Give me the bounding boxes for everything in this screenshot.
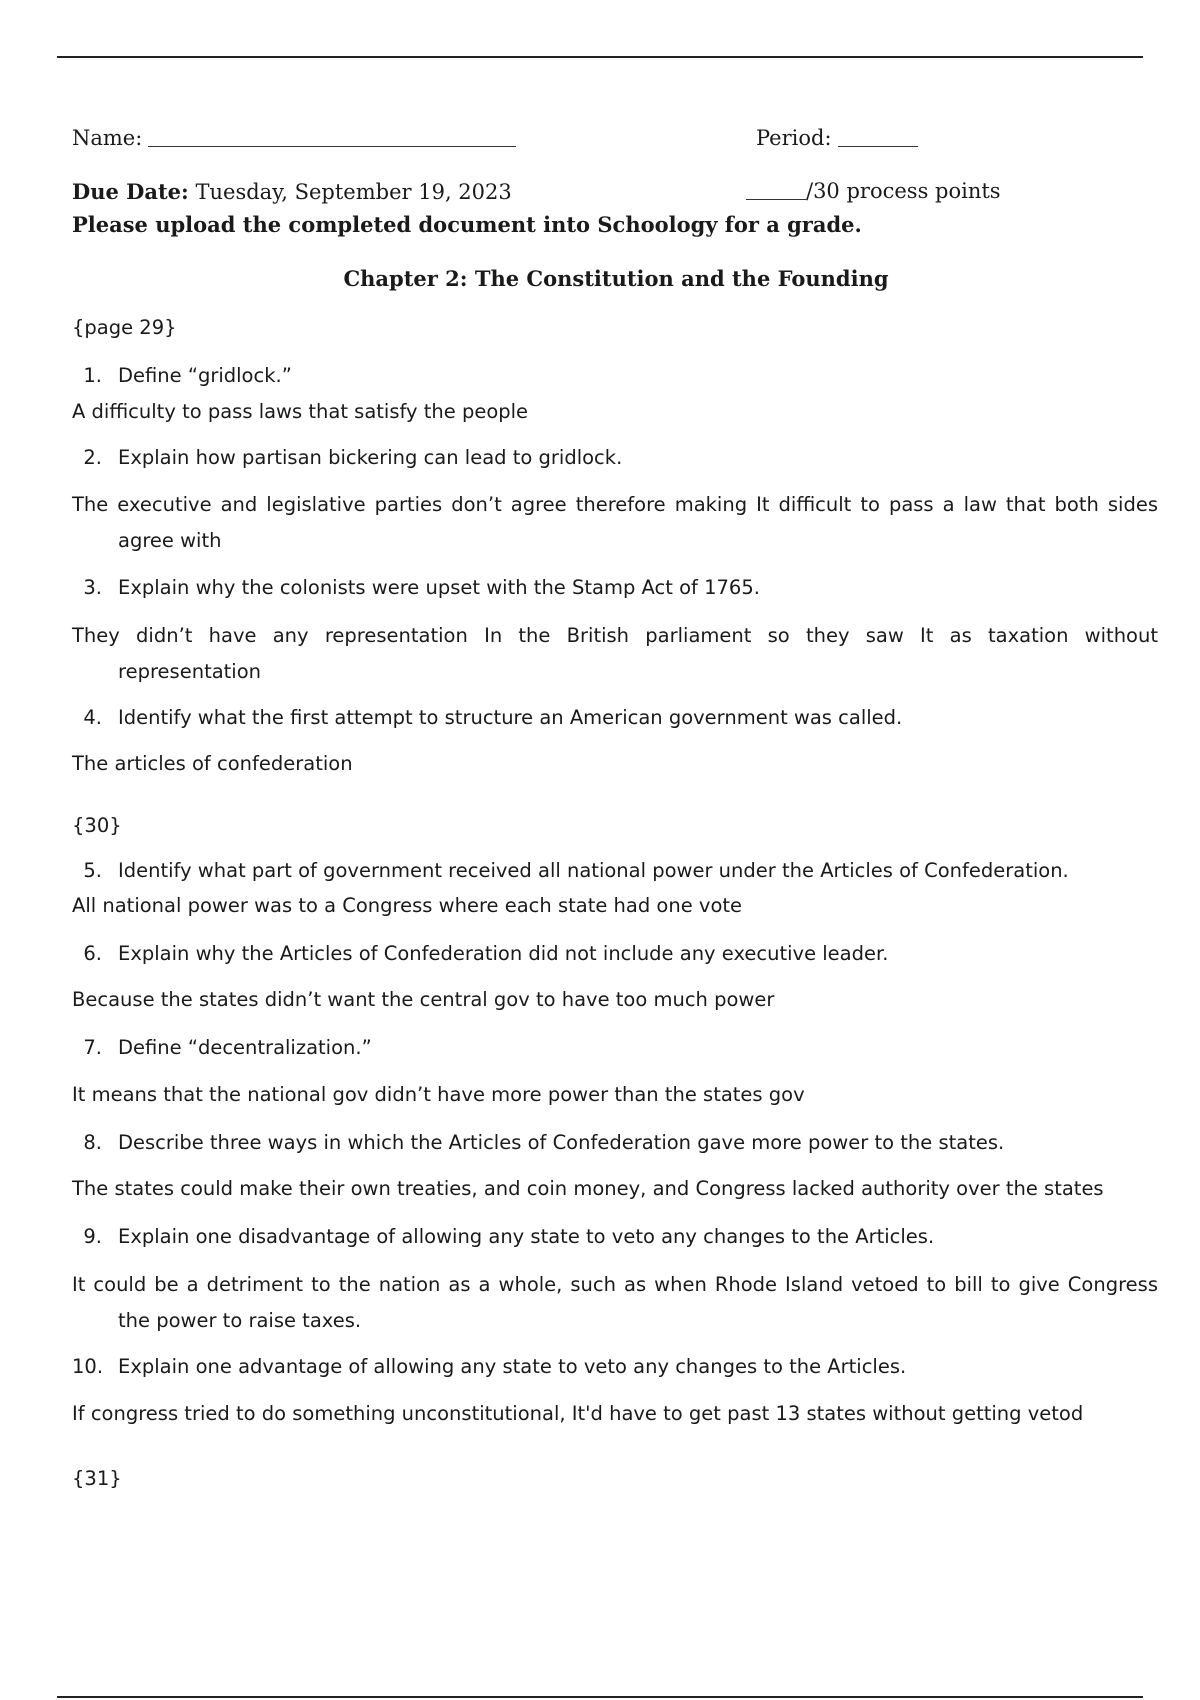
question-number: 4. xyxy=(83,706,102,729)
answer-text: Because the states didn’t want the central gov to have too much power xyxy=(72,988,775,1011)
period-row xyxy=(756,128,918,149)
page-ref-30: {30} xyxy=(72,814,122,837)
answer-text: A difficulty to pass laws that satisfy the people xyxy=(72,400,529,423)
answer-block xyxy=(72,1267,1158,1339)
question-number: 8. xyxy=(83,1131,102,1154)
points-row xyxy=(746,181,1001,202)
question-number: 10. xyxy=(72,1355,104,1378)
question-text: Explain why the colonists were upset with the Stamp Act of 1765. xyxy=(118,576,760,599)
answer-text: If congress tried to do something unconstitutional, It'd have to get past 13 states without getting vetod xyxy=(72,1402,1084,1425)
question-text: Explain how partisan bickering can lead to gridlock. xyxy=(118,446,623,469)
question-number: 3. xyxy=(83,576,102,599)
question-number: 2. xyxy=(83,446,102,469)
question-text: Identify what the first attempt to structure an American government was called. xyxy=(118,706,903,729)
answer-block xyxy=(72,618,1158,690)
page-title: Chapter 2: The Constitution and the Founding xyxy=(343,266,889,291)
page-ref-31: {31} xyxy=(72,1467,122,1490)
question-number: 9. xyxy=(83,1225,102,1248)
question-number: 1. xyxy=(83,364,102,387)
question-text: Define “gridlock.” xyxy=(118,364,292,387)
due-date-row xyxy=(72,181,512,203)
upload-note: Please upload the completed document into Schoology for a grade. xyxy=(72,212,862,237)
answer-text: They didn’t have any representation In the British parliament so they saw It as taxation without xyxy=(72,624,1158,647)
period-label: Period: xyxy=(756,126,832,150)
question-text: Identify what part of government received all national power under the Articles of Confederation. xyxy=(118,859,1069,882)
answer-text-continued: representation xyxy=(118,660,262,683)
answer-block xyxy=(72,487,1158,559)
answer-text-continued: agree with xyxy=(118,529,222,552)
due-date-label: Due Date: xyxy=(72,179,189,204)
question-number: 7. xyxy=(83,1036,102,1059)
answer-text: The articles of confederation xyxy=(72,752,353,775)
answer-text: The states could make their own treaties, and coin money, and Congress lacked authority over the states xyxy=(72,1177,1104,1200)
points-blank[interactable] xyxy=(746,199,806,200)
question-text: Explain why the Articles of Confederation did not include any executive leader. xyxy=(118,942,889,965)
answer-text: It means that the national gov didn’t have more power than the states gov xyxy=(72,1083,805,1106)
question-text: Describe three ways in which the Articles of Confederation gave more power to the states. xyxy=(118,1131,1005,1154)
question-text: Explain one advantage of allowing any state to veto any changes to the Articles. xyxy=(118,1355,907,1378)
bottom-rule xyxy=(57,1696,1143,1698)
question-number: 5. xyxy=(83,859,102,882)
question-number: 6. xyxy=(83,942,102,965)
period-blank[interactable] xyxy=(838,146,918,147)
question-text: Explain one disadvantage of allowing any state to veto any changes to the Articles. xyxy=(118,1225,935,1248)
page-ref-29: {page 29} xyxy=(72,316,177,339)
answer-text: It could be a detriment to the nation as a whole, such as when Rhode Island vetoed to bill to give Congress xyxy=(72,1273,1158,1296)
answer-text-continued: the power to raise taxes. xyxy=(118,1309,362,1332)
name-blank[interactable] xyxy=(148,146,516,147)
due-date-value: Tuesday, September 19, 2023 xyxy=(195,180,512,204)
answer-text: All national power was to a Congress where each state had one vote xyxy=(72,894,743,917)
name-label: Name: xyxy=(72,126,143,150)
answer-text: The executive and legislative parties don’t agree therefore making It difficult to pass a law that both sides xyxy=(72,493,1158,516)
points-label: /30 process points xyxy=(806,179,1001,203)
question-text: Define “decentralization.” xyxy=(118,1036,372,1059)
top-rule xyxy=(57,56,1143,58)
name-row xyxy=(72,128,516,149)
